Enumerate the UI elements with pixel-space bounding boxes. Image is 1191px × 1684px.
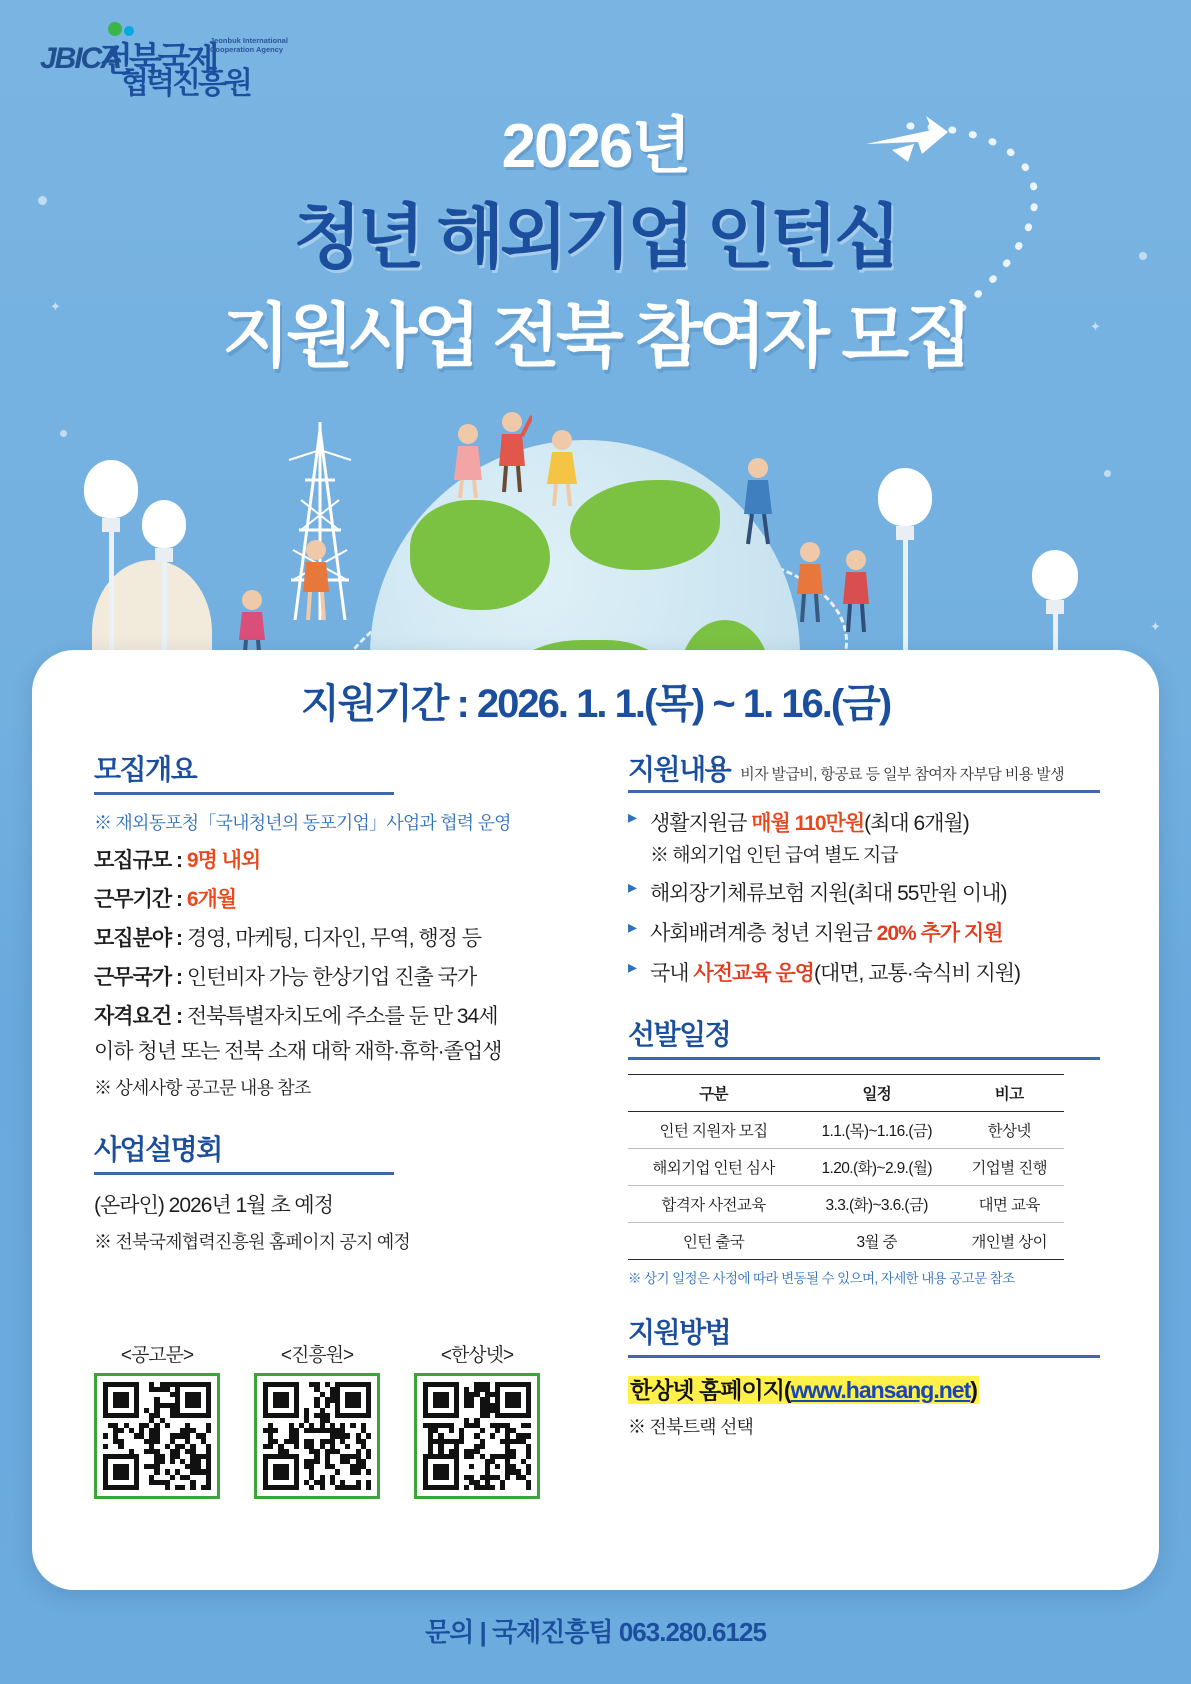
person-figure	[448, 422, 488, 505]
overview-row-duration	[94, 883, 594, 913]
cell-category: 인턴 지원자 모집	[628, 1112, 799, 1149]
person-figure	[736, 456, 780, 553]
apply-note: ※ 전북트랙 선택	[628, 1417, 754, 1437]
support-title-note: 비자 발급비, 항공료 등 일부 참여자 자부담 비용 발생	[740, 766, 1065, 783]
flight-path-dotted-arc	[900, 120, 1080, 320]
overview-row-scale-label: 모집규모 :	[94, 849, 182, 872]
globe-illustration	[0, 400, 1191, 680]
divider	[628, 790, 1100, 793]
cell-remark: 기업별 진행	[954, 1149, 1064, 1186]
cell-date: 1.20.(화)~2.9.(월)	[799, 1149, 954, 1186]
overview-row-duration-label: 근무기간 :	[94, 888, 182, 911]
cell-remark: 한상넷	[954, 1112, 1064, 1149]
section-title-overview: 모집개요	[94, 754, 197, 785]
lightbulb-icon	[84, 460, 138, 682]
headline-line-2: 청년 해외기업 인턴십	[293, 198, 898, 276]
overview-row-scale-value: 9명 내외	[186, 849, 261, 872]
section-title-schedule: 선발일정	[628, 1019, 731, 1050]
cell-date: 3.3.(화)~3.6.(금)	[799, 1186, 954, 1223]
divider	[94, 1172, 394, 1175]
person-figure	[790, 540, 830, 631]
overview-row-country	[94, 961, 594, 991]
person-figure	[492, 410, 532, 501]
logo-mark-text: JBICA	[40, 42, 121, 75]
support-item-1-em: 매월 110만원	[751, 812, 865, 835]
qr-code-hansangnet[interactable]	[414, 1373, 540, 1499]
section-title-support: 지원내용	[628, 754, 731, 785]
overview-qualification-label: 자격요건 :	[94, 1005, 182, 1028]
qr-item-agency[interactable]	[254, 1340, 380, 1499]
support-item-4-post: (대면, 교통·숙식비 지원)	[813, 962, 1021, 985]
logo-korean-line1: 전북국제	[100, 41, 216, 79]
cell-category: 해외기업 인턴 심사	[628, 1149, 799, 1186]
overview-row-field	[94, 922, 594, 952]
right-column	[628, 748, 1100, 1439]
overview-coop-note: ※ 재외동포청「국내청년의 동포기업」사업과 협력 운영	[94, 813, 511, 833]
overview-qualification-line1: 전북특별자치도에 주소를 둔 만 34세	[186, 1005, 498, 1028]
qr-item-notice[interactable]	[94, 1340, 220, 1499]
table-row	[628, 1112, 1064, 1149]
overview-detail-note: ※ 상세사항 공고문 내용 참조	[94, 1078, 311, 1098]
overview-qualification-line2: 이하 청년 또는 전북 소재 대학 재학·휴학·졸업생	[94, 1040, 502, 1063]
support-item-1-sub: ※ 해외기업 인턴 급여 별도 지급	[650, 845, 898, 866]
schedule-note: ※ 상기 일정은 사정에 따라 변동될 수 있으며, 자세한 내용 공고문 참조	[628, 1271, 1015, 1286]
cell-category: 인턴 출국	[628, 1223, 799, 1260]
table-row	[628, 1223, 1064, 1260]
table-header-category: 구분	[628, 1075, 799, 1112]
briefing-line-1: (온라인) 2026년 1월 초 예정	[94, 1194, 334, 1217]
logo-english-name: Jeonbuk International Cooperation Agency	[210, 36, 288, 55]
footer-contact: 문의 | 국제진흥팀 063.280.6125	[425, 1617, 766, 1647]
divider	[628, 1355, 1100, 1358]
overview-row-country-value: 인턴비자 가능 한상기업 진출 국가	[186, 966, 477, 989]
table-header-remark: 비고	[954, 1075, 1064, 1112]
selection-schedule-table	[628, 1074, 1064, 1260]
hansangnet-link[interactable]: www.hansang.net	[790, 1377, 971, 1403]
section-title-briefing: 사업설명회	[94, 1134, 222, 1165]
overview-row-scale	[94, 844, 594, 874]
cell-remark: 대면 교육	[954, 1186, 1064, 1223]
divider	[94, 792, 394, 795]
logo-korean-line2: 협력진흥원	[120, 67, 250, 100]
support-item-insurance	[628, 877, 1100, 907]
support-item-4-em: 사전교육 운영	[693, 962, 814, 985]
cell-date: 3월 중	[799, 1223, 954, 1260]
cell-date: 1.1.(목)~1.16.(금)	[799, 1112, 954, 1149]
qr-caption-agency: <진흥원>	[280, 1345, 354, 1366]
overview-qualification	[94, 1000, 594, 1030]
support-item-3-em: 20% 추가 지원	[876, 922, 1003, 945]
support-item-pre-training	[628, 957, 1100, 987]
content-card	[32, 650, 1159, 1590]
table-header-date: 일정	[799, 1075, 954, 1112]
support-item-2-post: (최대 55만원 이내)	[847, 882, 1007, 905]
support-item-4-pre: 국내	[650, 962, 694, 985]
qr-code-notice[interactable]	[94, 1373, 220, 1499]
apply-link-wrapper[interactable]	[628, 1376, 979, 1404]
overview-row-country-label: 근무국가 :	[94, 966, 182, 989]
cell-remark: 개인별 상이	[954, 1223, 1064, 1260]
support-item-3-pre: 사회배려계층 청년 지원금	[650, 922, 877, 945]
support-item-2-pre: 해외장기체류보험 지원	[650, 882, 848, 905]
overview-row-duration-value: 6개월	[186, 888, 237, 911]
section-title-apply: 지원방법	[628, 1317, 731, 1348]
apply-highlight-line[interactable]	[628, 1372, 1100, 1405]
overview-row-field-value: 경영, 마케팅, 디자인, 무역, 행정 등	[186, 927, 482, 950]
briefing-line-2: ※ 전북국제협력진흥원 홈페이지 공지 예정	[94, 1232, 410, 1252]
qr-code-agency[interactable]	[254, 1373, 380, 1499]
cell-category: 합격자 사전교육	[628, 1186, 799, 1223]
person-figure	[296, 538, 336, 629]
qr-code-row	[94, 1340, 594, 1499]
support-item-1-post: (최대 6개월)	[864, 812, 969, 835]
support-item-social-care	[628, 917, 1100, 947]
headline-line-3: 지원사업 전북 참여자 모집	[222, 297, 969, 375]
left-column	[94, 748, 594, 1254]
support-item-living-allowance	[628, 807, 1100, 867]
qr-item-hansangnet[interactable]	[414, 1340, 540, 1499]
qr-caption-hansangnet: <한상넷>	[440, 1345, 514, 1366]
apply-highlight-pre: 한상넷 홈페이지(	[630, 1377, 791, 1403]
divider	[628, 1057, 1100, 1060]
headline-year: 2026년	[501, 112, 690, 181]
table-row	[628, 1149, 1064, 1186]
apply-highlight-post: )	[970, 1377, 977, 1403]
overview-qualification-line2-wrap	[94, 1035, 594, 1065]
person-figure	[540, 428, 584, 513]
application-period: 지원기간 : 2026. 1. 1.(목) ~ 1. 16.(금)	[300, 682, 891, 726]
table-header-row	[628, 1075, 1064, 1112]
overview-row-field-label: 모집분야 :	[94, 927, 182, 950]
organization-logo	[22, 14, 288, 100]
table-row	[628, 1186, 1064, 1223]
qr-caption-notice: <공고문>	[120, 1345, 194, 1366]
support-item-1-pre: 생활지원금	[650, 812, 752, 835]
person-figure	[836, 548, 876, 643]
